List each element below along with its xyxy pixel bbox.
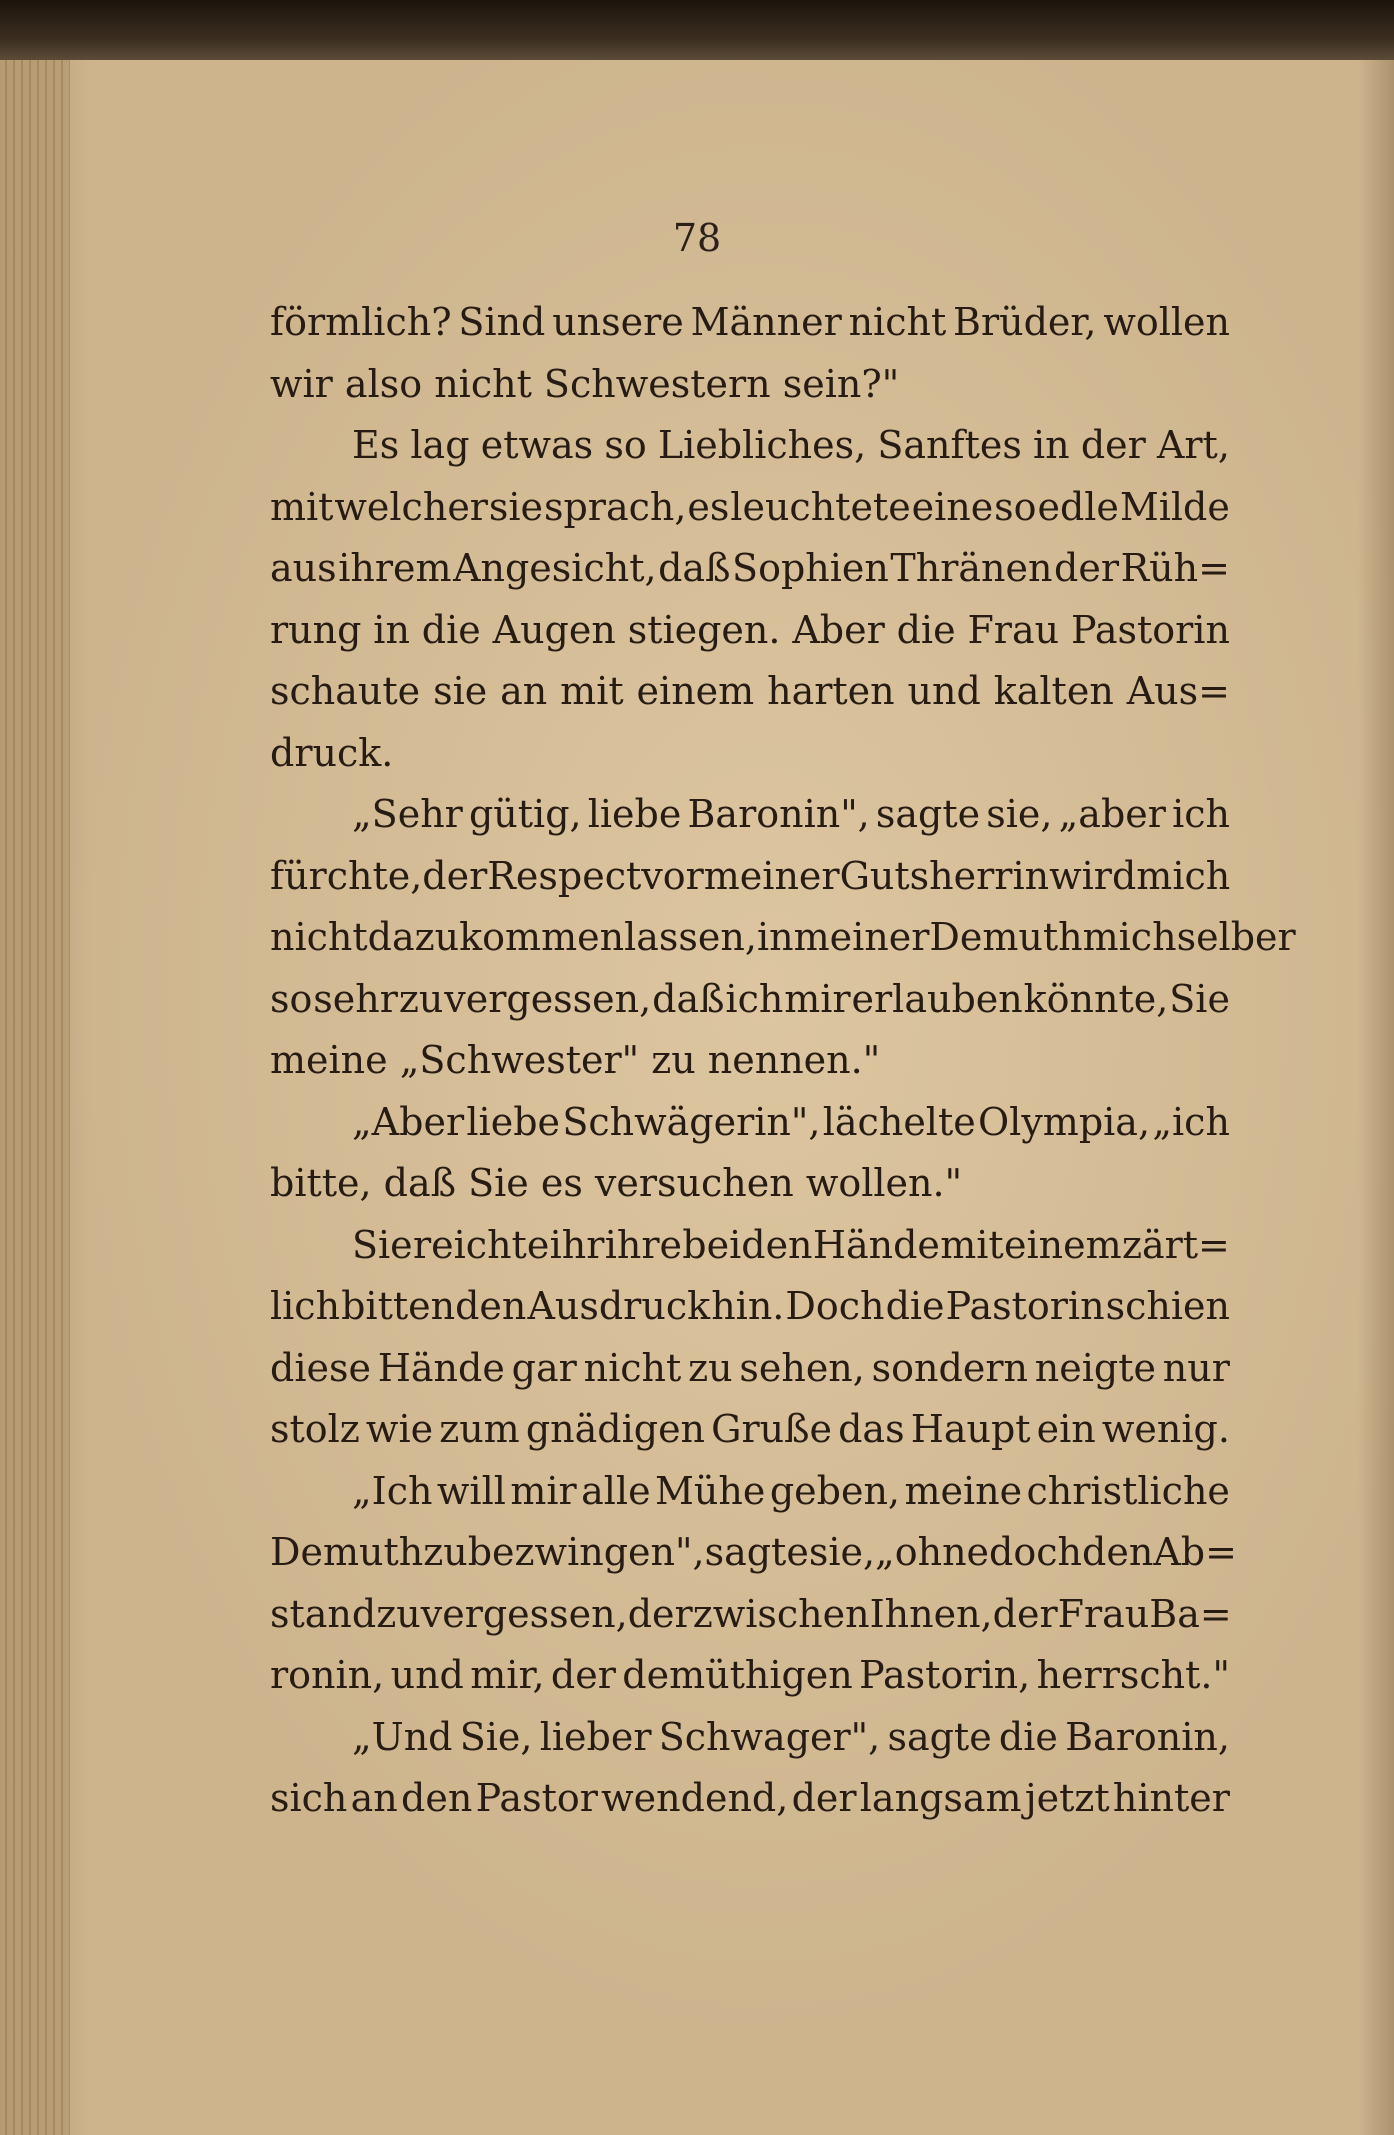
text-line: [270, 969, 1230, 1031]
word: der: [1080, 423, 1146, 467]
word: wendend,: [601, 1776, 789, 1820]
word: zärt=: [1121, 1222, 1230, 1267]
word: Schwägerin",: [562, 1099, 821, 1144]
word: welcher: [334, 484, 488, 529]
word: in: [1033, 423, 1070, 467]
word: mit: [560, 669, 624, 713]
word: „Und: [352, 1714, 453, 1759]
word: sie: [433, 669, 488, 713]
word: an: [500, 669, 548, 713]
word: sprach,: [543, 484, 687, 529]
text-line-content: bitte, daß Sie es versuchen wollen.": [270, 1161, 963, 1205]
text-line: [270, 846, 1230, 908]
word: Pastorin,: [859, 1653, 1031, 1697]
word: Sind: [458, 300, 546, 344]
word: geben,: [769, 1468, 900, 1513]
text-line: [270, 354, 1230, 416]
text-line: [270, 723, 1230, 785]
word: wenig.: [1101, 1407, 1230, 1451]
word: mir,: [470, 1653, 545, 1697]
word: das: [838, 1407, 905, 1451]
word: Baronin",: [687, 792, 870, 836]
word: Pastor: [475, 1776, 598, 1820]
word: „ohne: [875, 1530, 990, 1574]
word: Rüh=: [1120, 546, 1230, 590]
word: der: [992, 1591, 1058, 1636]
word: der: [550, 1653, 616, 1697]
word: Art,: [1156, 423, 1230, 467]
word: Es: [352, 423, 400, 467]
word: meine: [904, 1468, 1023, 1513]
word: Männer: [690, 300, 842, 344]
text-line: [270, 415, 1230, 477]
word: Ab=: [1153, 1530, 1237, 1574]
word: „ich: [1152, 1099, 1230, 1144]
word: selber: [1176, 915, 1296, 959]
word: einem: [1004, 1222, 1122, 1267]
word: zu: [376, 1591, 421, 1636]
word: sondern: [871, 1345, 1028, 1390]
word: der: [791, 1776, 857, 1820]
text-line: [270, 1276, 1230, 1338]
word: lich: [270, 1284, 341, 1328]
word: Augen: [492, 607, 616, 652]
word: Sanftes: [877, 423, 1022, 467]
word: Gutsherrin: [839, 853, 1050, 898]
word: die: [885, 1284, 945, 1328]
word: rung: [270, 607, 362, 652]
word: einem: [636, 669, 755, 713]
word: alle: [581, 1468, 651, 1513]
word: „Sehr: [352, 792, 463, 836]
word: unsere: [552, 300, 684, 344]
word: lächelte: [822, 1099, 976, 1144]
word: harten: [767, 669, 895, 713]
word: sagte: [887, 1714, 992, 1759]
text-line: [270, 538, 1230, 600]
word: beiden: [682, 1222, 813, 1267]
text-line: [270, 600, 1230, 662]
word: mich: [1082, 915, 1177, 959]
word: bittenden: [341, 1284, 527, 1328]
word: „Aber: [352, 1099, 465, 1144]
word: kalten: [993, 669, 1114, 713]
text-line: [270, 1645, 1230, 1707]
word: Ausdruck: [527, 1284, 711, 1328]
word: ronin,: [270, 1653, 385, 1697]
text-line: [270, 1522, 1237, 1584]
word: herrscht.": [1036, 1653, 1230, 1697]
word: wird: [1049, 853, 1137, 898]
word: christliche: [1026, 1468, 1230, 1513]
text-line: [270, 907, 1296, 969]
word: Olympia,: [978, 1099, 1151, 1144]
word: fürchte,: [270, 853, 423, 898]
word: könnte,: [1023, 976, 1169, 1021]
word: Angesicht,: [453, 546, 657, 590]
word: Hände: [812, 1222, 940, 1267]
word: schien: [1105, 1284, 1230, 1328]
word: Mühe: [655, 1468, 766, 1513]
word: mit: [940, 1222, 1004, 1267]
word: in: [373, 607, 410, 652]
word: gnädigen: [525, 1407, 706, 1451]
text-line-content: meine „Schwester" zu nennen.": [270, 1038, 881, 1082]
word: hinter: [1112, 1776, 1230, 1820]
word: der: [1054, 546, 1120, 590]
word: sie: [488, 484, 544, 529]
word: Sie: [352, 1222, 413, 1267]
text-line: [270, 784, 1230, 846]
word: doch: [989, 1530, 1083, 1574]
text-line: [270, 1707, 1230, 1769]
word: Hände: [377, 1345, 505, 1390]
word: so: [604, 423, 647, 467]
word: in: [756, 915, 794, 959]
word: Liebliches,: [657, 423, 867, 467]
word: Pastorin: [945, 1284, 1105, 1328]
word: der: [627, 1591, 693, 1636]
word: die: [896, 607, 956, 652]
text-line: [270, 1215, 1230, 1277]
word: schaute: [270, 669, 421, 713]
word: mich: [1136, 853, 1231, 898]
word: zu: [423, 1530, 468, 1574]
word: ich: [725, 976, 784, 1021]
word: Doch: [785, 1284, 885, 1328]
word: wie: [365, 1407, 434, 1451]
word: förmlich?: [270, 300, 452, 344]
word: so: [270, 976, 313, 1021]
word: ein: [1036, 1407, 1096, 1451]
text-line: [270, 1030, 1230, 1092]
word: will: [436, 1468, 506, 1513]
word: „aber: [1058, 792, 1166, 836]
word: zu: [688, 1345, 733, 1390]
word: jetzt: [1024, 1776, 1110, 1820]
word: vergessen,: [420, 1591, 628, 1636]
text-line: [270, 1153, 1230, 1215]
text-line: [270, 477, 1230, 539]
word: erlauben: [851, 976, 1023, 1021]
word: meiner: [703, 853, 840, 898]
word: mir: [510, 1468, 577, 1513]
text-line: [270, 1399, 1230, 1461]
word: nur: [1162, 1345, 1230, 1390]
page-number: 78: [672, 216, 722, 260]
text-line: [270, 1338, 1230, 1400]
word: der: [422, 853, 488, 898]
word: nicht: [270, 915, 368, 959]
word: kommen: [459, 915, 625, 959]
word: edle: [1037, 484, 1119, 529]
word: sehen,: [739, 1345, 865, 1390]
word: meiner: [793, 915, 930, 959]
word: Respect: [487, 853, 642, 898]
text-line: [270, 661, 1230, 723]
word: den: [401, 1776, 473, 1820]
word: die: [421, 607, 481, 652]
word: Haupt: [910, 1407, 1031, 1451]
word: an: [350, 1776, 398, 1820]
word: sagte: [875, 792, 981, 836]
word: Baronin,: [1065, 1714, 1230, 1759]
text-line-content: wir also nicht Schwestern sein?": [270, 361, 900, 406]
word: langsam: [859, 1776, 1022, 1820]
word: gar: [511, 1345, 577, 1390]
word: Aus=: [1126, 669, 1230, 713]
text-line-content: druck.: [270, 730, 394, 775]
word: dazu: [367, 915, 460, 959]
word: reichte: [412, 1222, 550, 1267]
word: eine: [911, 484, 994, 529]
word: Aber: [792, 607, 885, 652]
word: vergessen,: [444, 976, 652, 1021]
word: stand: [270, 1591, 377, 1636]
word: liebe: [466, 1099, 561, 1144]
word: sehr: [313, 976, 398, 1021]
word: Milde: [1119, 484, 1230, 529]
word: zum: [439, 1407, 520, 1451]
word: lieber: [539, 1714, 652, 1759]
word: Demuth: [929, 915, 1083, 959]
body-text: [270, 292, 1296, 1830]
text-line: [270, 292, 1230, 354]
word: Frau: [967, 607, 1060, 652]
word: Sie: [1169, 976, 1230, 1021]
word: stiegen.: [627, 607, 781, 652]
word: gütig,: [468, 792, 582, 836]
word: ich: [1172, 792, 1230, 836]
word: neigte: [1034, 1345, 1156, 1390]
text-line: [270, 1092, 1230, 1154]
word: Ihnen,: [869, 1591, 993, 1636]
word: ihr: [549, 1222, 605, 1267]
word: Pastorin: [1070, 607, 1230, 652]
word: bezwingen",: [467, 1530, 705, 1574]
word: Brüder,: [953, 300, 1097, 344]
word: Sie,: [459, 1714, 533, 1759]
word: liebe: [587, 792, 682, 836]
word: mir: [784, 976, 851, 1021]
word: leuchtete: [730, 484, 911, 529]
word: Sophien: [732, 546, 889, 590]
word: und: [907, 669, 981, 713]
word: Demuth: [270, 1530, 424, 1574]
word: wollen: [1103, 300, 1230, 344]
word: hin.: [711, 1284, 785, 1328]
word: lag: [410, 423, 470, 467]
word: ihrem: [338, 546, 452, 590]
word: Frau: [1057, 1591, 1150, 1636]
word: und: [390, 1653, 464, 1697]
word: Ba=: [1149, 1591, 1232, 1636]
page-stack-edge: [0, 60, 70, 2135]
word: den: [1082, 1530, 1154, 1574]
word: aus: [270, 546, 337, 590]
word: ihre: [604, 1222, 682, 1267]
word: mit: [270, 484, 334, 529]
word: nicht: [583, 1345, 682, 1390]
word: daß: [652, 976, 725, 1021]
word: die: [998, 1714, 1058, 1759]
word: etwas: [480, 423, 594, 467]
word: es: [687, 484, 730, 529]
page-right-edge: [1358, 60, 1394, 2135]
word: sie,: [986, 792, 1053, 836]
word: Thränen: [890, 546, 1053, 590]
word: Schwager",: [658, 1714, 881, 1759]
text-line: [270, 1584, 1230, 1646]
word: demüthigen: [622, 1653, 853, 1697]
word: zwischen: [692, 1591, 870, 1636]
word: vor: [641, 853, 704, 898]
word: stolz: [270, 1407, 360, 1451]
word: so: [994, 484, 1037, 529]
word: lassen,: [624, 915, 757, 959]
word: sie,: [808, 1530, 876, 1574]
text-line: [270, 1461, 1230, 1523]
word: zu: [398, 976, 444, 1021]
word: „Ich: [352, 1468, 433, 1513]
word: daß: [658, 546, 731, 590]
text-line: [270, 1768, 1230, 1830]
word: sich: [270, 1776, 348, 1820]
word: diese: [270, 1345, 371, 1390]
word: sagte: [704, 1530, 809, 1574]
word: Gruße: [711, 1407, 833, 1451]
word: nicht: [848, 300, 947, 344]
